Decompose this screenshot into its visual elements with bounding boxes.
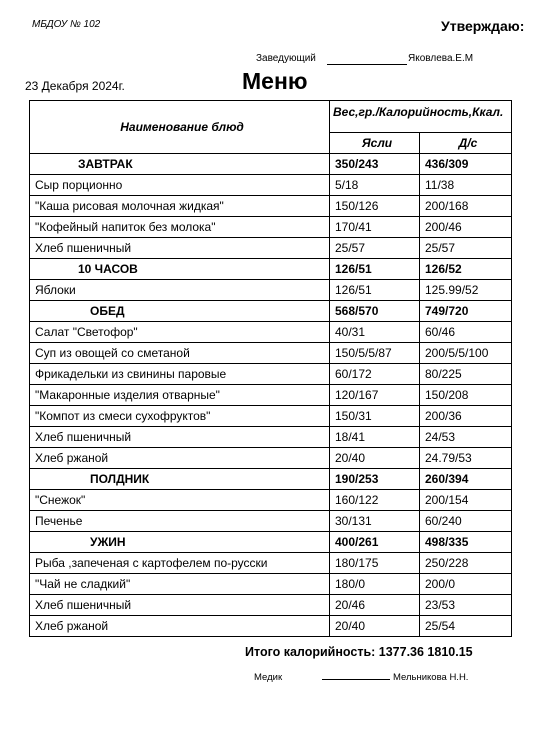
table-row (30, 322, 512, 343)
dish-name: 10 ЧАСОВ (30, 259, 330, 280)
nursery-value: 30/131 (330, 511, 420, 532)
kindergarten-value: 23/53 (420, 595, 512, 616)
menu-table (29, 100, 512, 637)
kindergarten-value: 25/57 (420, 238, 512, 259)
kindergarten-value: 498/335 (420, 532, 512, 553)
section-row (30, 154, 512, 175)
section-row (30, 532, 512, 553)
nursery-value: 18/41 (330, 427, 420, 448)
table-row (30, 343, 512, 364)
table-row (30, 175, 512, 196)
column-header-nursery: Ясли (330, 133, 420, 154)
kindergarten-value: 80/225 (420, 364, 512, 385)
nursery-value: 170/41 (330, 217, 420, 238)
table-row (30, 427, 512, 448)
nursery-value: 126/51 (330, 280, 420, 301)
kindergarten-value: 24/53 (420, 427, 512, 448)
table-row (30, 553, 512, 574)
kindergarten-value: 260/394 (420, 469, 512, 490)
approve-label: Утверждаю: (441, 18, 525, 34)
dish-name: Хлеб пшеничный (30, 427, 330, 448)
kindergarten-value: 150/208 (420, 385, 512, 406)
kindergarten-value: 60/240 (420, 511, 512, 532)
kindergarten-value: 126/52 (420, 259, 512, 280)
dish-name: Хлеб ржаной (30, 616, 330, 637)
kindergarten-value: 250/228 (420, 553, 512, 574)
column-header-dish: Наименование блюд (30, 101, 330, 154)
nursery-value: 180/175 (330, 553, 420, 574)
head-name: Яковлева.Е.М (408, 53, 474, 64)
table-row (30, 217, 512, 238)
dish-name: Печенье (30, 511, 330, 532)
kindergarten-value: 200/168 (420, 196, 512, 217)
dish-name: ПОЛДНИК (30, 469, 330, 490)
kindergarten-value: 200/36 (420, 406, 512, 427)
table-row (30, 511, 512, 532)
kindergarten-value: 749/720 (420, 301, 512, 322)
table-header-row (30, 101, 512, 133)
dish-name: Яблоки (30, 280, 330, 301)
medic-role: Медик (254, 672, 283, 683)
nursery-value: 20/40 (330, 616, 420, 637)
kindergarten-value: 200/154 (420, 490, 512, 511)
nursery-value: 180/0 (330, 574, 420, 595)
table-row (30, 196, 512, 217)
nursery-value: 120/167 (330, 385, 420, 406)
total-calories: Итого калорийность: 1377.36 1810.15 (245, 645, 473, 659)
table-row (30, 448, 512, 469)
nursery-value: 568/570 (330, 301, 420, 322)
dish-name: ОБЕД (30, 301, 330, 322)
nursery-value: 25/57 (330, 238, 420, 259)
table-row (30, 280, 512, 301)
dish-name: "Кофейный напиток без молока" (30, 217, 330, 238)
table-row (30, 406, 512, 427)
table-row (30, 595, 512, 616)
dish-name: Салат "Светофор" (30, 322, 330, 343)
nursery-value: 350/243 (330, 154, 420, 175)
signature-line (327, 64, 407, 65)
table-row (30, 574, 512, 595)
dish-name: УЖИН (30, 532, 330, 553)
head-role: Заведующий (256, 53, 316, 64)
nursery-value: 20/46 (330, 595, 420, 616)
nursery-value: 400/261 (330, 532, 420, 553)
page-title: Меню (242, 68, 308, 94)
dish-name: Хлеб пшеничный (30, 595, 330, 616)
nursery-value: 60/172 (330, 364, 420, 385)
nursery-value: 150/31 (330, 406, 420, 427)
kindergarten-value: 25/54 (420, 616, 512, 637)
nursery-value: 190/253 (330, 469, 420, 490)
kindergarten-value: 200/5/5/100 (420, 343, 512, 364)
table-row (30, 238, 512, 259)
dish-name: "Макаронные изделия отварные" (30, 385, 330, 406)
nursery-value: 40/31 (330, 322, 420, 343)
section-row (30, 259, 512, 280)
table-row (30, 385, 512, 406)
kindergarten-value: 436/309 (420, 154, 512, 175)
dish-name: Рыба ,запеченая с картофелем по-русски (30, 553, 330, 574)
kindergarten-value: 125.99/52 (420, 280, 512, 301)
signature-line (322, 679, 390, 680)
dish-name: ЗАВТРАК (30, 154, 330, 175)
kindergarten-value: 24.79/53 (420, 448, 512, 469)
nursery-value: 126/51 (330, 259, 420, 280)
menu-date: 23 Декабря 2024г. (25, 79, 125, 93)
table-row (30, 490, 512, 511)
dish-name: Сыр порционно (30, 175, 330, 196)
nursery-value: 160/122 (330, 490, 420, 511)
nursery-value: 20/40 (330, 448, 420, 469)
dish-name: "Чай не сладкий" (30, 574, 330, 595)
nursery-value: 5/18 (330, 175, 420, 196)
table-row (30, 616, 512, 637)
section-row (30, 301, 512, 322)
kindergarten-value: 200/0 (420, 574, 512, 595)
kindergarten-value: 60/46 (420, 322, 512, 343)
dish-name: "Каша рисовая молочная жидкая" (30, 196, 330, 217)
nursery-value: 150/5/5/87 (330, 343, 420, 364)
nursery-value: 150/126 (330, 196, 420, 217)
dish-name: Фрикадельки из свинины паровые (30, 364, 330, 385)
dish-name: Хлеб пшеничный (30, 238, 330, 259)
dish-name: Хлеб ржаной (30, 448, 330, 469)
dish-name: "Снежок" (30, 490, 330, 511)
dish-name: Суп из овощей со сметаной (30, 343, 330, 364)
medic-name: Мельникова Н.Н. (393, 672, 469, 683)
dish-name: "Компот из смеси сухофруктов" (30, 406, 330, 427)
column-header-weight: Вес,гр./Калорийность,Ккал. (330, 101, 512, 133)
section-row (30, 469, 512, 490)
table-row (30, 364, 512, 385)
kindergarten-value: 200/46 (420, 217, 512, 238)
kindergarten-value: 11/38 (420, 175, 512, 196)
column-header-kindergarten: Д/с (420, 133, 512, 154)
organization-name: МБДОУ № 102 (32, 19, 101, 30)
